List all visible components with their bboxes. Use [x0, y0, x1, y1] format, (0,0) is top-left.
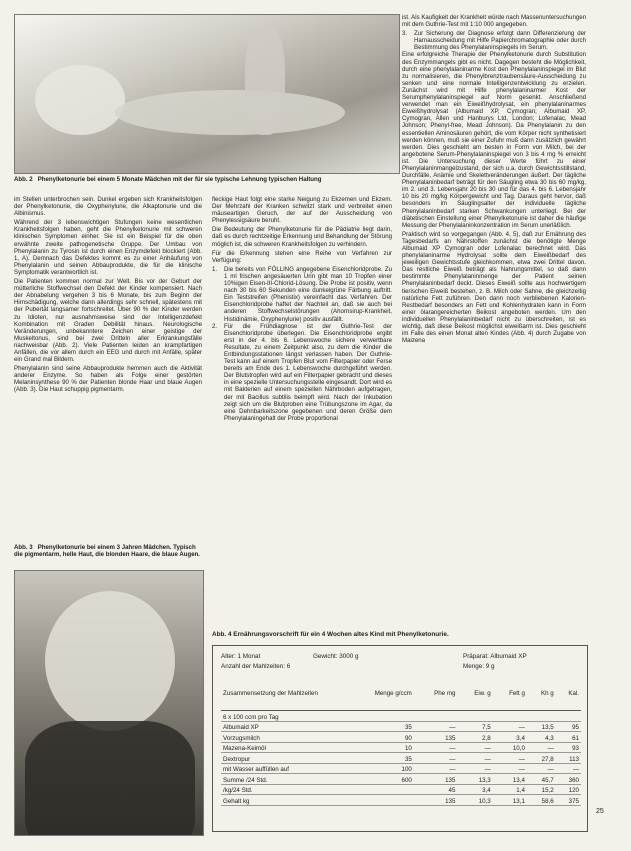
paragraph: Während der 3 lebenswichtigen Stufungen keine wesentlichen Krankheitsfolgen haben, geht die Phenylketonurie mit schweren klinischen Symptomen einher. Sie ist ein Beispiel für die oben erwähnte zweite pathogenetische Gruppe. Der Umbau von Phenylalanin zu Tyrosin ist durch einen Enzymdefekt blockiert (Abb. 1, A). Demnach das Defektes kommt es zu einer Anhäufung von Phenylalanin und seinen Abbauprodukte, die für die klinische Symptomatik verantwortlich ist.	[14, 219, 202, 276]
table-cell: 13,5	[527, 721, 556, 732]
table-cell: 1,4	[493, 784, 527, 795]
column-header: Kh g	[527, 690, 556, 711]
table-cell: /kg/24 Std.	[221, 784, 343, 795]
table-cell: Mazena-Keimöl	[221, 742, 343, 753]
figure-2-caption	[14, 176, 398, 183]
table-cell: 13,4	[493, 774, 527, 785]
table-cell: 45,7	[527, 774, 556, 785]
table-cell: 61	[556, 732, 581, 743]
paragraph: ist. Als Kaufigkeit der Krankheit würde nach Massenuntersuchungen mit dem Guthrie-Test mit 1:10 000 angegeben.	[402, 14, 586, 29]
paragraph: Für die Erkennung stehen eine Reihe von Verfahren zur Verfügung:	[212, 249, 392, 264]
table-cell: 135	[414, 732, 458, 743]
column-header: Phe mg	[414, 690, 458, 711]
paragraph: Eine erfolgreiche Therapie der Phenylketonurie durch Substitution des Enzymmangels gibt es nicht. Dagegen besteht die Möglichkeit, durch eine phenylalaninarme Kost den Phenylalaninspiegel im Blut zu normalisieren, die Phenylbrenztraubensäure-Ausscheidung zu senken und eine normale Intelligenzentwicklung zu erzielen. Zunächst wird mit Hilfe phenylalaninarmer Kost der Serumphenylalaninspiegel auf Norm gesenkt. Anschließend verwendet man ein Eiweißhydrolysat, ein phenylalaninarmes Eiweißhydrolysat (Albumaid XP, Cymogran; Albumaid XP, Cymogran, Allen und Hanburys Ltd, London; Lofenalac, Mead Johnson; Phenyl-free, Mead Johnson). Da Phenylalanin zu den essentiellen Aminosäuren gehört, die vom Körper nicht synthetisiert werden können, muß sie einer Zufuhr muß dann zusätzlich gewährt werden. Dies geschieht am besten in Form von Milch, bei der angebotene Serum-Phenylalaninspiegel von 3 bis 4 mg % erreicht ist. Die Untersuchung dieser Werte führt zu einer Phenylalaninmangelzustand, der sich u.a. durch Gewichtsstillstand, Durchfälle, Anämie und Skelettveränderungen äußert. Der tägliche Phenylalaninbedarf beträgt für den Säugling etwa 30 bis 60 mg/kg, im 2. und 3. Lebensjahr 20 bis 30 und für das 4. bis 6. Lebensjahr 10 bis 20 mg/kg Körpergewicht und Tag. Daraus geht hervor, daß besonders im Säuglingsalter der individuelle tägliche Phenylalaninbedarf starken Schwankungen unterliegt. Bei der diätetischen Einstellung einer Phenylketonurie ist daher die häufige Messung der Phenylalaninkonzentration im Serum unerläßlich.	[402, 51, 586, 229]
table-cell: —	[527, 763, 556, 774]
table-cell: 27,8	[527, 753, 556, 764]
table-cell: 120	[556, 784, 581, 795]
table-cell: 600	[343, 774, 414, 785]
table-title: Abb. 4 Ernährungsvorschrift für ein 4 Wochen altes Kind mit Phenylketonurie.	[212, 631, 449, 638]
meta-meals: Anzahl der Mahlzeiten: 6	[221, 663, 291, 670]
table-cell: 13,1	[493, 795, 527, 806]
table-cell: —	[414, 753, 458, 764]
nutrition-table	[221, 690, 581, 806]
table-cell: 10	[343, 742, 414, 753]
table-cell: —	[457, 763, 492, 774]
table-row	[221, 742, 581, 753]
figure-3-label: Abb. 3	[14, 544, 33, 551]
table-cell: —	[493, 763, 527, 774]
page-number: 25	[596, 808, 604, 815]
column-header: Kal.	[556, 690, 581, 711]
table-cell	[343, 784, 414, 795]
table-cell: 45	[414, 784, 458, 795]
paragraph: fleckige Haut folgt eine starke Neigung zu Ekzemen und Ekzem. Der Mehrzahl der Kranken schwitzt stark und verbreitet einen mäuseartigen Geruch, der auf der Ausscheidung von Phenylessigsäure beruht.	[212, 196, 392, 225]
table-row	[221, 763, 581, 774]
table-cell: Gehalt kg	[221, 795, 343, 806]
table-cell: 90	[343, 732, 414, 743]
table-cell: 2,8	[457, 732, 492, 743]
table-cell: Albumaid XP	[221, 721, 343, 732]
table-cell: —	[414, 721, 458, 732]
table-cell: 113	[556, 753, 581, 764]
child-portrait-photo	[14, 570, 204, 836]
table-cell	[527, 711, 556, 722]
paragraph: Die Bedeutung der Phenylketonurie für die Pädiatrie liegt darin, daß es durch rechtzeitige Erkennung und Behandlung der Störung möglich ist, die schweren Krankheitsfolgen zu verhindern.	[212, 226, 392, 248]
table-cell: 100	[343, 763, 414, 774]
table-row	[221, 784, 581, 795]
figure-3-text: Phenylketonurie bei einem 3 Jahren Mädchen. Typisch die pigmentarm, helle Haut, die blonden Haare, die blaue Augen.	[14, 544, 201, 559]
table-cell: mit Wasser auffüllen auf	[221, 763, 343, 774]
table-cell: 4,3	[527, 732, 556, 743]
figure-3-caption	[14, 544, 202, 558]
table-cell: —	[457, 753, 492, 764]
list-text: Für die Frühdiagnose ist der Guthrie-Test der Eisenchloridprobe überlegen. Die Eisenchloridprobe ergibt erst in der 4. bis 6. Lebenswoche sichere verwertbare Resultate, zu einem Zeitpunkt also, zu dem die Kinder die Entbindungsstationen längst verlassen haben. Der Guthrie-Test kann auf einem Tropfen Blut vom Filterpapier oder Ferse bereits am Ende des 1. Lebenswoche durchgeführt werden. Der Blutstropfen wird auf ein Filterpapier gebracht und dieses in eine spezielle Untersuchungsstelle eingesandt. Dort wird es mit Bakterien auf einem speziellen Nährboden aufgetragen, der mit Bacillus subtilis beimpft wird. Nach der Inkubation zeigt sich um die Blutproben eine Trübungszone im Agar, da eine Dehnbarkeitszone gegebenen und deren Größe dem Phenylalaningehalt der Probe proportional	[224, 322, 392, 422]
table-cell: 10,0	[493, 742, 527, 753]
table-cell: Summe /24 Std.	[221, 774, 343, 785]
table-cell	[457, 711, 492, 722]
meta-preparation: Präparat: Albumaid XP	[463, 653, 527, 660]
list-item	[212, 266, 392, 323]
table-row	[221, 774, 581, 785]
table-cell: —	[556, 763, 581, 774]
list-item	[402, 30, 586, 51]
table-cell: Vorzugsmilch	[221, 732, 343, 743]
text-column-1	[14, 196, 202, 396]
table-row	[221, 721, 581, 732]
table-cell: 10,3	[457, 795, 492, 806]
table-row	[221, 795, 581, 806]
figure-2-text: Phenylketonurie bei einem 5 Monate Mädchen mit der für sie typische Lehnung typischen Haltung	[37, 176, 322, 183]
table-cell: 7,5	[457, 721, 492, 732]
table-cell: 6 x 100 ccm pro Tag	[221, 711, 343, 722]
list-item	[212, 323, 392, 422]
table-cell: Dextropur	[221, 753, 343, 764]
table-cell: 3,4	[493, 732, 527, 743]
meta-age: Alter: 1 Monat	[221, 653, 261, 660]
table-cell	[556, 711, 581, 722]
table-cell: —	[527, 742, 556, 753]
table-cell: —	[457, 742, 492, 753]
infant-photo	[14, 14, 400, 174]
table-row	[221, 732, 581, 743]
meta-amount: Menge: 9 g	[463, 663, 495, 670]
table-cell	[343, 795, 414, 806]
text-column-3	[402, 14, 586, 346]
column-header: Eiw. g	[457, 690, 492, 711]
list-number: 2.	[212, 322, 218, 330]
table-cell: 35	[343, 721, 414, 732]
table-cell	[493, 711, 527, 722]
table-cell: 360	[556, 774, 581, 785]
table-cell: 93	[556, 742, 581, 753]
paragraph: Phenylalanin sind seine Abbauprodukte hemmen auch die Aktivität anderer Enzyme. So haben als Folge einer gestörten Melaninsynthese 90 % der Patienten blonde Haar und blaue Augen (Abb. 3). Die Haut schuppig pigmentarm.	[14, 365, 202, 394]
list-text: Zur Sicherung der Diagnose erfolgt dann Differenzierung der Harnausscheidung mit Hilfe Papierchromatographie oder durch Bestimmung des Phenylalaninspiegels im Serum.	[414, 30, 586, 52]
list-number: 1.	[212, 265, 218, 273]
nutrition-table-box	[212, 645, 588, 832]
table-cell: —	[414, 742, 458, 753]
table-cell: 58,6	[527, 795, 556, 806]
table-cell: 375	[556, 795, 581, 806]
table-cell: 135	[414, 795, 458, 806]
table-cell: 3,4	[457, 784, 492, 795]
paragraph: Die Patienten kommen normal zur Welt. Bis vor der Geburt der mütterliche Stoffwechsel den Defekt der Kinder kompensiert. Nach der Abnabelung vergehen 3 bis 6 Monate, bis zum Beginn der Hirnschädigung, welche dann allerdings sehr schnell, spätestens mit der Pubertät langsamer fortschreitet. Über 90 % der Kinder werden zu Idioten, nur ausnahmsweise sind der Intelligenzdefekt Kombination mit Graden Debilität hinaus. Neurologische Veränderungen, unbekanntere Zeichen einer geistige der Muskeltonus, sind bei zwei Dritteln aller Erkrankungsfälle nachweisbar (Abb. 2). Viele Patienten leiden an krampfartigen Anfällen, die vor allem durch ein EEG und durch mit Anfälle, später ein Grand mal Bildern.	[14, 278, 202, 364]
table-row	[221, 753, 581, 764]
list-text: Die bereits von FÖLLING angegebene Eisenchloridprobe. Zu 1 ml frischen angesäuerten Urin gibt man 10 Tropfen einer 10%igen Eisen-III-Chlorid-Lösung. Die Probe ist positiv, wenn nach 30 bis 60 Sekunden eine dunkelgrüne Färbung auftritt. Ein Teststreifen (Phenistix) vereinfacht das Verfahren. Der Eisenchloridprobe haftet der Nachteil an, daß sie auch bei anderen Stoffwechselstörungen (Ahornsirup-Krankheit, Histidinämie, Oxyphenylurie) positiv ausfällt.	[224, 265, 392, 323]
table-cell: 35	[343, 753, 414, 764]
meta-weight: Gewicht: 3000 g	[313, 653, 359, 660]
table-cell: 135	[414, 774, 458, 785]
table-cell	[343, 711, 414, 722]
column-header: Zusammensetzung der Mahlzeiten	[221, 690, 343, 711]
text-column-2	[212, 196, 392, 422]
table-cell: —	[493, 721, 527, 732]
column-header: Fett g	[493, 690, 527, 711]
table-cell: —	[414, 763, 458, 774]
table-cell: 13,3	[457, 774, 492, 785]
table-cell	[414, 711, 458, 722]
table-header-row	[221, 690, 581, 711]
table-cell: 95	[556, 721, 581, 732]
paragraph: Praktisch wird so vorgegangen (Abb. 4, 5), daß zur Ernährung des Tagesbedarfs an Nährstoffen zunächst die benötigte Menge Albumaid XP Cymogran oder Lofenalac berechnet wird. Das phenylalaninarme Hydrolysat sollte dem Eiweißbedarf des jeweiligen Gewichtsstufe gleichkommen, etwa zwei Drittel davon. Das restliche Eiweiß beträgt als Nahrungsmittel, so daß dann bestimmte Phenylalaninmenge der Patient seinen Phenylalaninbedarf deckt. Dieses Eiweiß sollte aus hochwertigem tierischen Eiweiß bestehen, z. B. Milch oder Sahne, die gleichzeitig natürliche Fett zuführen. Den dann noch verbliebenen Kalorien-Restbedarf besonders an Fett und Kohlenhydraten kann in Form einer ölarangereicherten Beikost angeboten werden. Um den individuellen Phenylalaninbedarf nicht zu überschreiten, ist es wichtig, daß diese Beikost möglichst eiweißarm ist. Dies geschieht im Falle des einen Monat alten Kindes (Abb. 4) durch Zugabe von Maizena	[402, 230, 586, 345]
table-cell: —	[493, 753, 527, 764]
table-cell: 15,2	[527, 784, 556, 795]
paragraph: im Stellen unterbrochen sein. Dunkel ergeben sich Krankheitsfolgen der Phenylketonurie, die Oxyphenylurie, die Alkaptonurie und die Albinismus.	[14, 196, 202, 218]
figure-2-label: Abb. 2	[14, 176, 33, 183]
list-number: 3.	[402, 30, 408, 38]
table-row	[221, 711, 581, 722]
column-header: Menge g/ccm	[343, 690, 414, 711]
